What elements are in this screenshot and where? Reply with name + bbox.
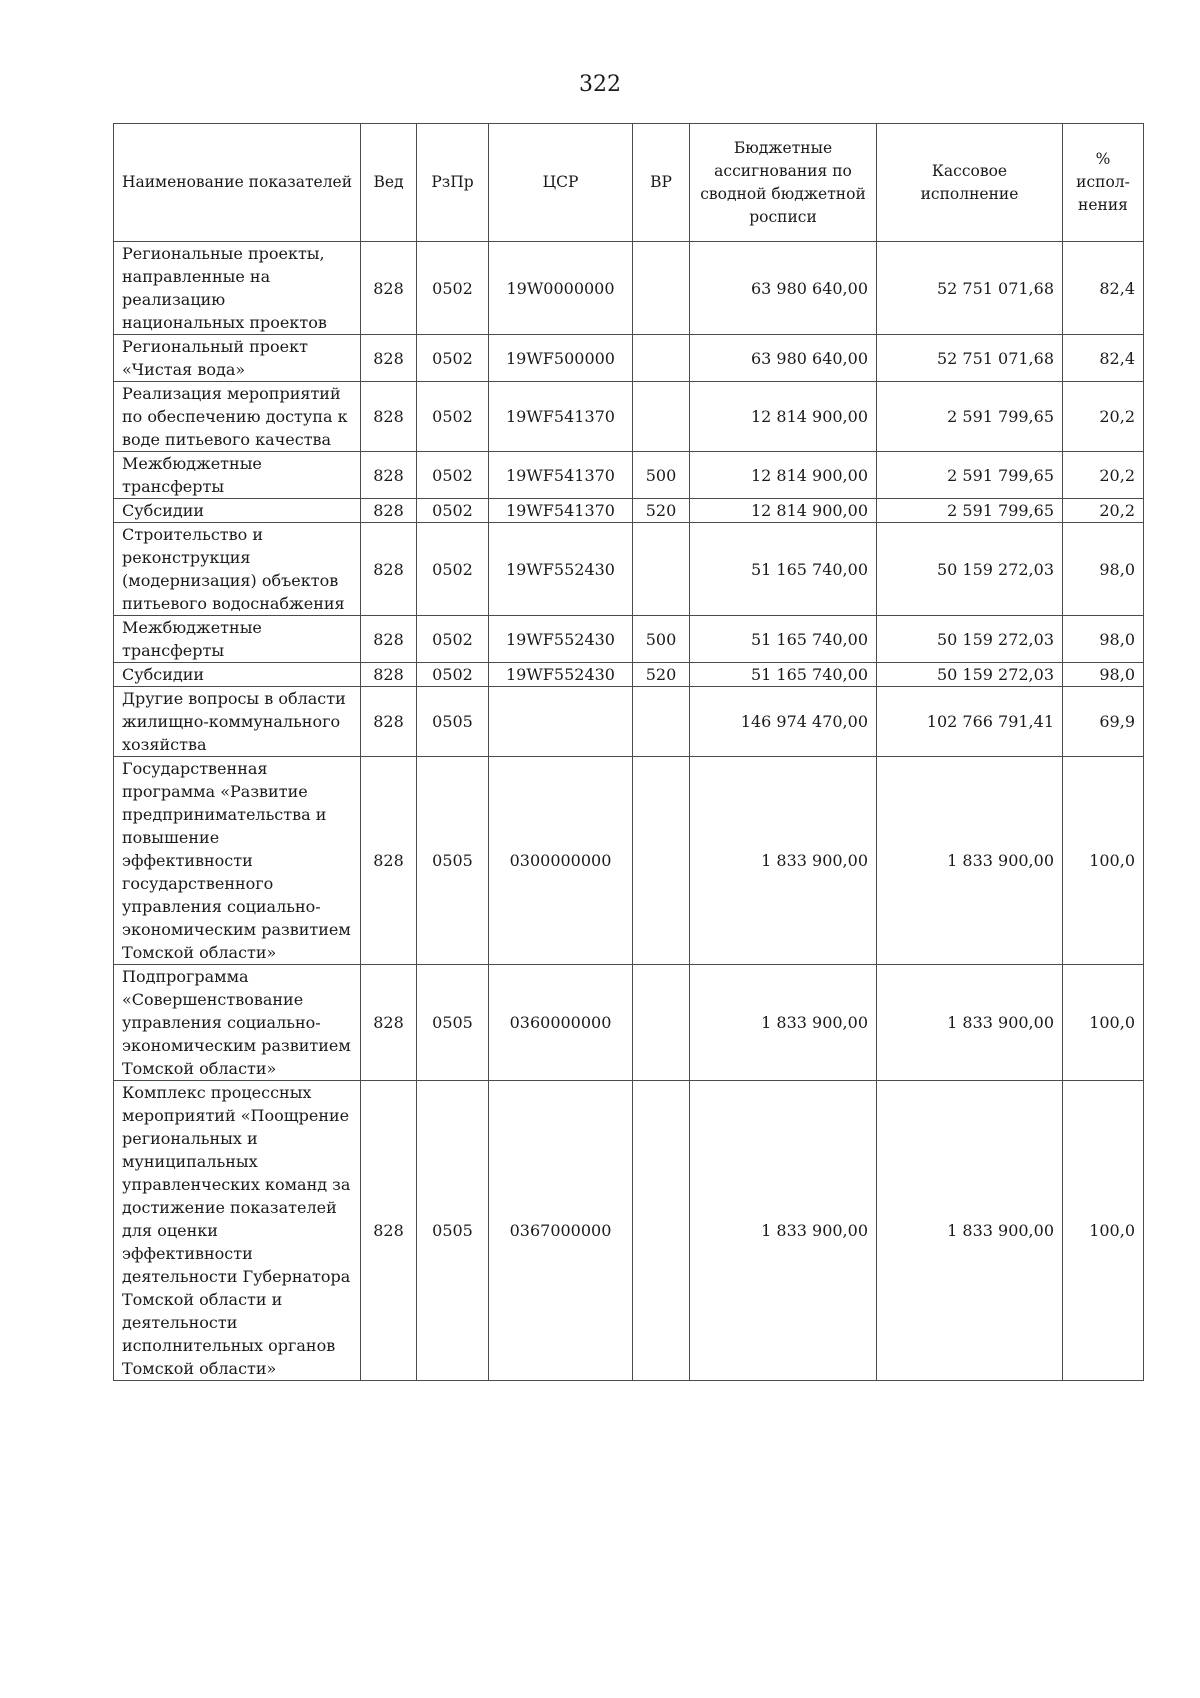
cell-ved: 828 <box>361 452 417 499</box>
table-body <box>114 242 1144 1381</box>
cell-execution: 1 833 900,00 <box>877 1081 1063 1381</box>
cell-ved: 828 <box>361 499 417 523</box>
cell-name: Комплекс процессных мероприятий «Поощрение региональных и муниципальных управленческих команд за достижение показателей для оценки эффективности деятельности Губернатора Томской области и деятельности исполнительных органов Томской области» <box>114 1081 361 1381</box>
cell-percent: 98,0 <box>1063 663 1144 687</box>
cell-name: Подпрограмма «Совершенствование управления социально-экономическим развитием Томской области» <box>114 965 361 1081</box>
cell-percent: 20,2 <box>1063 382 1144 452</box>
header-csr: ЦСР <box>489 124 633 242</box>
header-name: Наименование показателей <box>114 124 361 242</box>
cell-name: Государственная программа «Развитие предпринимательства и повышение эффективности государственного управления социально-экономическим развитием Томской области» <box>114 757 361 965</box>
cell-csr <box>489 687 633 757</box>
table-row <box>114 382 1144 452</box>
cell-allocations: 63 980 640,00 <box>690 242 877 335</box>
table-row <box>114 499 1144 523</box>
header-rzpr: РзПр <box>417 124 489 242</box>
header-execution: Кассовое исполнение <box>877 124 1063 242</box>
cell-csr: 19WF541370 <box>489 499 633 523</box>
cell-percent: 98,0 <box>1063 523 1144 616</box>
cell-allocations: 12 814 900,00 <box>690 452 877 499</box>
cell-csr: 19WF541370 <box>489 382 633 452</box>
cell-ved: 828 <box>361 335 417 382</box>
cell-allocations: 146 974 470,00 <box>690 687 877 757</box>
cell-rzpr: 0505 <box>417 757 489 965</box>
cell-allocations: 1 833 900,00 <box>690 1081 877 1381</box>
table-row <box>114 523 1144 616</box>
cell-vr <box>633 523 690 616</box>
cell-rzpr: 0502 <box>417 382 489 452</box>
table-row <box>114 663 1144 687</box>
cell-percent: 100,0 <box>1063 965 1144 1081</box>
cell-percent: 20,2 <box>1063 452 1144 499</box>
cell-vr <box>633 757 690 965</box>
cell-execution: 102 766 791,41 <box>877 687 1063 757</box>
cell-vr <box>633 687 690 757</box>
cell-vr: 500 <box>633 616 690 663</box>
cell-csr: 0367000000 <box>489 1081 633 1381</box>
cell-execution: 50 159 272,03 <box>877 523 1063 616</box>
cell-execution: 2 591 799,65 <box>877 499 1063 523</box>
cell-ved: 828 <box>361 687 417 757</box>
cell-rzpr: 0502 <box>417 335 489 382</box>
page-number: 322 <box>579 72 621 97</box>
cell-rzpr: 0505 <box>417 965 489 1081</box>
table-row <box>114 616 1144 663</box>
table-row <box>114 687 1144 757</box>
cell-name: Межбюджетные трансферты <box>114 452 361 499</box>
cell-csr: 19WF552430 <box>489 523 633 616</box>
table-row <box>114 452 1144 499</box>
cell-name: Строительство и реконструкция (модернизация) объектов питьевого водоснабжения <box>114 523 361 616</box>
table-row <box>114 335 1144 382</box>
cell-execution: 2 591 799,65 <box>877 382 1063 452</box>
cell-allocations: 12 814 900,00 <box>690 499 877 523</box>
header-vr: ВР <box>633 124 690 242</box>
cell-ved: 828 <box>361 382 417 452</box>
table-row <box>114 1081 1144 1381</box>
cell-percent: 98,0 <box>1063 616 1144 663</box>
cell-name: Субсидии <box>114 499 361 523</box>
cell-csr: 0300000000 <box>489 757 633 965</box>
cell-name: Межбюджетные трансферты <box>114 616 361 663</box>
cell-csr: 19WF541370 <box>489 452 633 499</box>
cell-rzpr: 0505 <box>417 1081 489 1381</box>
cell-name: Региональные проекты, направленные на реализацию национальных проектов <box>114 242 361 335</box>
cell-percent: 82,4 <box>1063 335 1144 382</box>
header-ved: Вед <box>361 124 417 242</box>
cell-csr: 19W0000000 <box>489 242 633 335</box>
cell-rzpr: 0502 <box>417 242 489 335</box>
cell-allocations: 51 165 740,00 <box>690 663 877 687</box>
cell-allocations: 51 165 740,00 <box>690 616 877 663</box>
cell-csr: 0360000000 <box>489 965 633 1081</box>
cell-name: Субсидии <box>114 663 361 687</box>
cell-percent: 82,4 <box>1063 242 1144 335</box>
cell-name: Региональный проект «Чистая вода» <box>114 335 361 382</box>
cell-execution: 50 159 272,03 <box>877 663 1063 687</box>
budget-table <box>113 123 1144 1381</box>
header-percent: % испол-нения <box>1063 124 1144 242</box>
cell-name: Другие вопросы в области жилищно-коммунального хозяйства <box>114 687 361 757</box>
cell-ved: 828 <box>361 1081 417 1381</box>
cell-vr: 520 <box>633 499 690 523</box>
cell-execution: 1 833 900,00 <box>877 757 1063 965</box>
cell-rzpr: 0502 <box>417 499 489 523</box>
cell-allocations: 63 980 640,00 <box>690 335 877 382</box>
cell-percent: 100,0 <box>1063 757 1144 965</box>
cell-csr: 19WF552430 <box>489 663 633 687</box>
cell-vr <box>633 965 690 1081</box>
cell-execution: 52 751 071,68 <box>877 335 1063 382</box>
cell-execution: 1 833 900,00 <box>877 965 1063 1081</box>
cell-csr: 19WF552430 <box>489 616 633 663</box>
cell-percent: 100,0 <box>1063 1081 1144 1381</box>
cell-execution: 50 159 272,03 <box>877 616 1063 663</box>
cell-execution: 52 751 071,68 <box>877 242 1063 335</box>
table-row <box>114 965 1144 1081</box>
cell-csr: 19WF500000 <box>489 335 633 382</box>
cell-allocations: 1 833 900,00 <box>690 757 877 965</box>
cell-percent: 69,9 <box>1063 687 1144 757</box>
cell-vr: 500 <box>633 452 690 499</box>
cell-rzpr: 0502 <box>417 616 489 663</box>
cell-ved: 828 <box>361 616 417 663</box>
cell-rzpr: 0505 <box>417 687 489 757</box>
header-allocations: Бюджетные ассигнования по сводной бюджетной росписи <box>690 124 877 242</box>
cell-ved: 828 <box>361 242 417 335</box>
cell-allocations: 1 833 900,00 <box>690 965 877 1081</box>
cell-rzpr: 0502 <box>417 452 489 499</box>
cell-execution: 2 591 799,65 <box>877 452 1063 499</box>
table-row <box>114 242 1144 335</box>
cell-vr <box>633 382 690 452</box>
cell-ved: 828 <box>361 757 417 965</box>
table-header-row <box>114 124 1144 242</box>
cell-name: Реализация мероприятий по обеспечению доступа к воде питьевого качества <box>114 382 361 452</box>
cell-vr: 520 <box>633 663 690 687</box>
cell-allocations: 12 814 900,00 <box>690 382 877 452</box>
table-row <box>114 757 1144 965</box>
cell-ved: 828 <box>361 663 417 687</box>
cell-rzpr: 0502 <box>417 523 489 616</box>
cell-vr <box>633 242 690 335</box>
cell-ved: 828 <box>361 965 417 1081</box>
cell-vr <box>633 1081 690 1381</box>
cell-rzpr: 0502 <box>417 663 489 687</box>
cell-allocations: 51 165 740,00 <box>690 523 877 616</box>
cell-vr <box>633 335 690 382</box>
cell-percent: 20,2 <box>1063 499 1144 523</box>
cell-ved: 828 <box>361 523 417 616</box>
